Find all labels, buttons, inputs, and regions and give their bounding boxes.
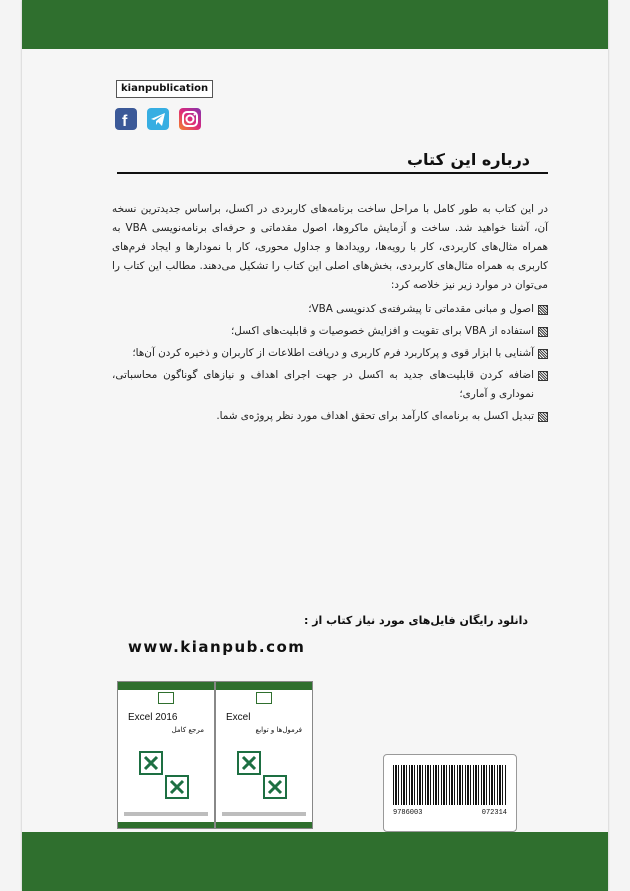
book-bottom-band [118,822,214,828]
publisher-logo-icon [158,692,174,704]
title-divider [117,172,548,174]
book-subtitle: مرجع کامل [171,726,204,734]
book-author-line [124,812,208,816]
excel-icon [164,774,190,800]
about-book-title: درباره این کتاب [406,150,530,169]
bullet-box-icon [538,349,548,359]
book-top-band [118,682,214,690]
list-item: تبدیل اکسل به برنامه‌ای کارآمد برای تحقق اهداف مورد نظر پروژه‌ی شما. [112,407,548,426]
top-green-band [22,0,608,49]
svg-text:f: f [122,113,128,130]
excel-icon [262,774,288,800]
book-back-cover [22,0,608,891]
barcode-bars [393,765,507,805]
download-label: دانلود رایگان فایل‌های مورد نیاز کتاب از : [304,614,528,627]
bottom-green-band [22,832,608,891]
book-title: Excel 2016 [128,712,178,723]
book-title: Excel [226,712,251,723]
list-item: استفاده از VBA برای تقویت و افزایش خصوصیات و قابلیت‌های اکسل؛ [112,322,548,341]
bullet-box-icon [538,371,548,381]
book-cover-excel-formulas[interactable] [215,681,313,829]
isbn-barcode [383,754,517,832]
list-item: اضافه کردن قابلیت‌های جدید به اکسل در جهت اجرای اهداف و نیازهای گوناگون محاسباتی، نموداری و آماری؛ [112,366,548,404]
bullet-box-icon [538,412,548,422]
bullet-box-icon [538,305,548,315]
facebook-icon[interactable] [115,108,137,130]
barcode-number: 9786003 072314 [393,809,507,817]
bullet-box-icon [538,327,548,337]
book-bottom-band [216,822,312,828]
list-item: آشنایی با ابزار قوی و پرکاربرد فرم کاربری و دریافت اطلاعات از کاربران و ذخیره کردن آن‌ها؛ [112,344,548,363]
feature-list [112,300,548,429]
book-subtitle: فرمول‌ها و توابع [255,726,302,734]
instagram-icon[interactable] [179,108,201,130]
download-link[interactable]: www.kianpub.com [128,638,306,656]
intro-paragraph: در این کتاب به طور کامل با مراحل ساخت برنامه‌های کاربردی در اکسل، براساس جدیدترین نسخه آن، آشنا خواهید شد. ساخت و آزمایش ماکروها، اصول مقدماتی و حرفه‌ای برنامه‌نویسی VBA به همراه مثال‌های کاربردی، کار با رویه‌ها، رویدادها و جداول محوری، کار با نمودارها و ایجاد فرم‌های کاربری به همراه مثال‌های کاربردی، بخش‌های اصلی این کتاب را تشکیل می‌دهند. مطالب این کتاب را می‌توان در موارد زیر نیز خلاصه کرد: [112,203,549,291]
telegram-icon[interactable] [147,108,169,130]
excel-icon [138,750,164,776]
book-author-line [222,812,306,816]
list-item: اصول و مبانی مقدماتی تا پیشرفته‌ی کدنویسی VBA؛ [112,300,548,319]
publisher-logo-icon [256,692,272,704]
book-cover-excel-2016[interactable] [117,681,215,829]
excel-icon [236,750,262,776]
book-top-band [216,682,312,690]
publisher-handle: kianpublication [116,80,213,98]
